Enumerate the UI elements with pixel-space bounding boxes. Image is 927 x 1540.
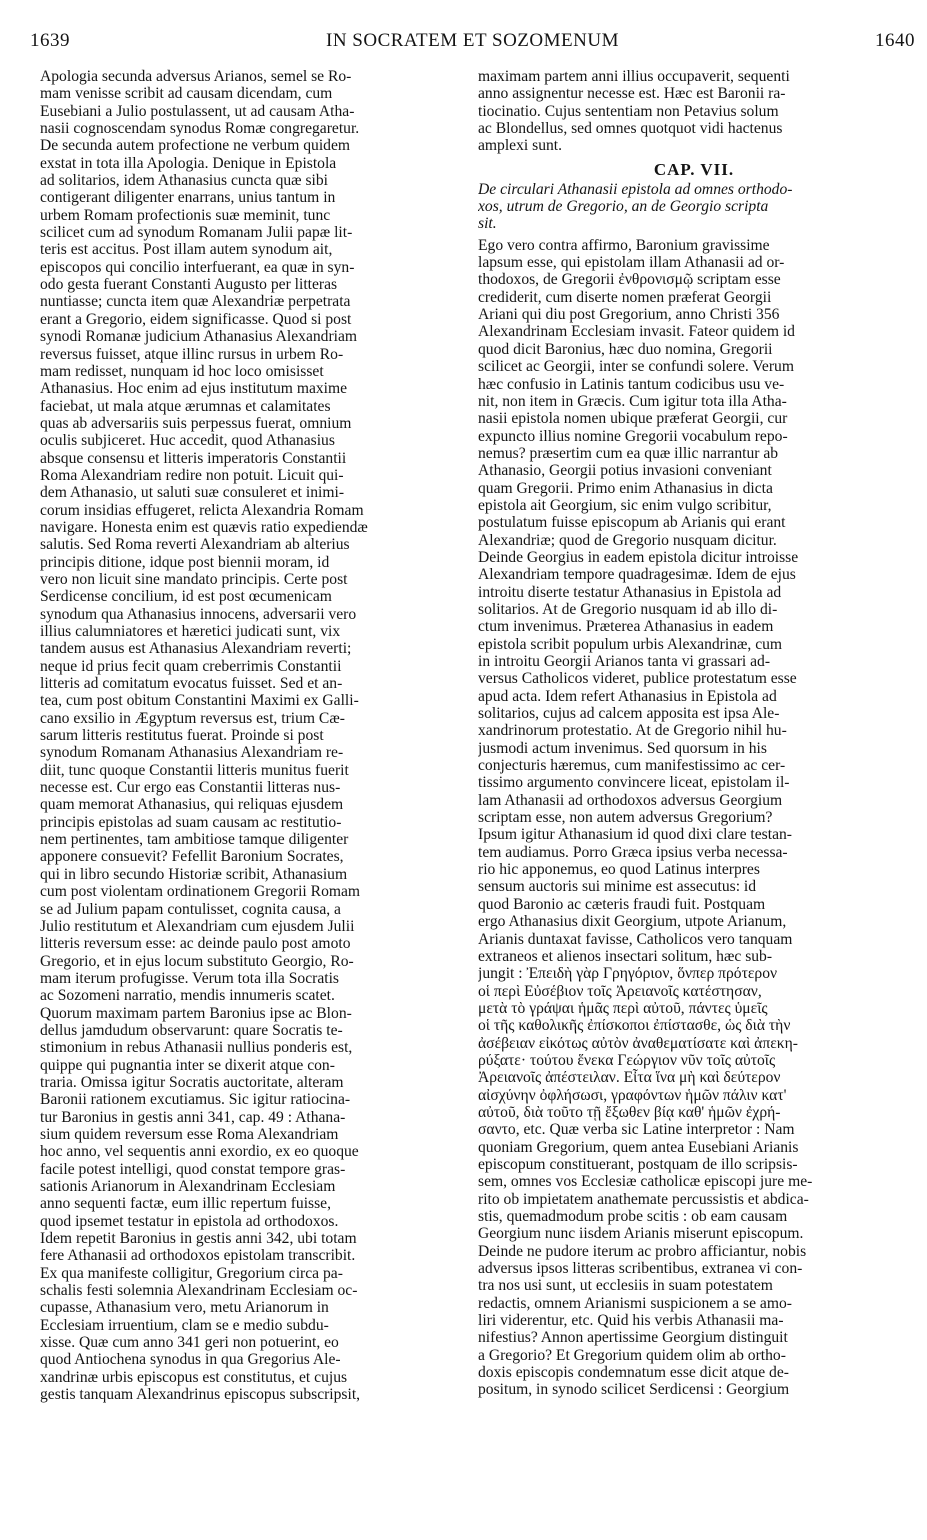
- text-line: quippe qui pugnantia inter se dixerit atque con-: [40, 1056, 335, 1074]
- right-column: [478, 68, 910, 1399]
- text-line: Baronii rationem excutiamus. Sic igitur ratiocina-: [40, 1091, 351, 1109]
- text-line: principis ditione, idque post biennii moram, id: [40, 553, 330, 571]
- text-line: Apologia secunda adversus Arianos, semel se Ro-: [40, 68, 352, 85]
- text-line: sit.: [478, 215, 497, 233]
- text-line: ac Blondellus, sed omnes quotquot vidi hactenus: [478, 120, 783, 138]
- text-line: sationis Arianorum in Alexandrinam Ecclesiam: [40, 1178, 336, 1195]
- chapter-heading: CAP. VII.: [653, 159, 735, 179]
- text-line: nifestius? Annon apertissime Georgium distinguit: [478, 1329, 788, 1347]
- text-line: maximam partem anni illius occupaverit, sequenti: [478, 68, 790, 85]
- text-line: μετὰ τὸ γράψαι ἡμᾶς περὶ αὐτοῦ, πάντες ὑμεῖς: [478, 999, 768, 1017]
- text-line: expuncto illius nomine Gregorii vocabulum repo-: [478, 427, 788, 445]
- text-line: quoniam Gregorium, quem antea Eusebiani Arianis: [478, 1138, 799, 1156]
- text-line: tra nos usi sunt, ut ecclesiis in suam potestatem: [478, 1277, 773, 1295]
- text-line: scriptam esse, non autem adversus Gregorium?: [478, 809, 773, 827]
- text-line: neque id prius fecit quam creberrimis Constantii: [40, 657, 342, 675]
- text-line: urbem Romam profectionis suæ meminit, tunc: [40, 206, 331, 224]
- text-line: quod Antiochena synodus in qua Gregorius Ale-: [40, 1351, 341, 1369]
- text-line: vero non licuit sine mandato principis. Certe post: [40, 570, 348, 588]
- text-line: cupasse, Athanasium vero, metu Arianorum in: [40, 1299, 329, 1317]
- text-line: mam iterum profugisse. Verum tota illa Socratis: [40, 969, 339, 987]
- text-line: fere Athanasii ad orthodoxos epistolam transcribit.: [40, 1247, 356, 1265]
- text-line: οἱ περὶ Εὐσέβιον τοῖς Ἀρειανοῖς κατέστησαν,: [478, 982, 762, 1000]
- text-line: stis, quemadmodum probe scitis : ob eam causam: [478, 1208, 788, 1225]
- text-line: sium quidem reversum esse Roma Alexandriam: [40, 1125, 339, 1143]
- text-line: Idem repetit Baronius in gestis anni 342, ubi totam: [40, 1230, 357, 1248]
- text-line: episcopum constituerant, postquam de illo scripsis-: [478, 1155, 798, 1173]
- text-line: quod dicit Baronius, hæc duo nomina, Gregorii: [478, 340, 773, 358]
- right-intro-paragraph: [478, 68, 910, 155]
- text-line: reversus fuisset, atque illinc rursus in urbem Ro-: [40, 345, 344, 363]
- text-line: teris est accitus. Post illam autem synodum ait,: [40, 241, 333, 259]
- text-line: postulatum fuisse episcopum ab Arianis qui erant: [478, 514, 786, 532]
- text-line: tandem ausus est Athanasius Alexandriam reverti;: [40, 640, 352, 658]
- text-line: quod Baronio ac cæteris fraudi fuit. Postquam: [478, 895, 766, 913]
- text-line: Julio restitutum et Alexandriam cum ejusdem Julii: [40, 917, 355, 935]
- text-line: nuntiasse; cuncta item quæ Alexandriæ perpetrata: [40, 293, 351, 311]
- text-line: mam venisse scribit ad causam dicendam, cum: [40, 85, 333, 103]
- text-line: nem pertinentes, tam ambitiose tamque diligenter: [40, 831, 349, 849]
- text-line: schalis festi solemnia Alexandrinam Ecclesiam oc-: [40, 1282, 358, 1300]
- text-line: synodi Romanæ judicium Athanasius Alexandriam: [40, 328, 358, 346]
- text-line: ad solitarios, idem Athanasius cuncta quæ sibi: [40, 172, 329, 190]
- text-line: sem, omnes vos Ecclesiæ catholicæ episcopi jure me-: [478, 1173, 813, 1191]
- text-line: nasii cognoscendam synodus Romæ congregaretur.: [40, 120, 360, 138]
- text-line: tiocinatio. Cujus sententiam non Petavius solum: [478, 102, 779, 120]
- text-line: Ipsum igitur Athanasium id quod dixi clare testan-: [478, 826, 792, 844]
- text-line: nemus? præsertim cum ea quæ illic narrantur ab: [478, 444, 779, 462]
- text-line: a Gregorio? Et Gregorium quidem olim ab ortho-: [478, 1346, 786, 1364]
- text-line: thodoxos, de Gregorii ἐνθρονισμῷ scriptam esse: [478, 271, 781, 289]
- text-line: apponere consuevit? Fefellit Baronium Socrates,: [40, 848, 344, 866]
- text-line: rio hic apponemus, eo quod Latinus interpres: [478, 861, 760, 879]
- text-line: quas ab adversariis suis perpessus fuerat, omnium: [40, 414, 352, 432]
- text-line: Alexandriæ; quod de Gregorio nusquam dicitur.: [478, 531, 777, 549]
- text-line: tissimo argumento convincere liceat, epistolam il-: [478, 774, 790, 792]
- text-line: Eusebiani a Julio postulassent, ut ad causam Atha-: [40, 102, 355, 120]
- text-line: quam Gregorii. Primo enim Athanasius in dicta: [478, 479, 773, 497]
- text-line: Georgium nunc iisdem Arianis miserunt episcopum.: [478, 1225, 804, 1243]
- text-line: odo gesta fuerant Constanti Augusto per litteras: [40, 276, 338, 294]
- text-line: sensum auctoris sui minime est assecutus: id: [478, 878, 757, 896]
- text-line: tem audiamus. Porro Græca ipsius verba necessa-: [478, 843, 788, 861]
- page-number-left: 1639: [30, 30, 70, 51]
- text-line: quod ipsemet testatur in epistola ad orthodoxos.: [40, 1212, 339, 1230]
- text-line: mam redisset, nunquam id hoc loco omisisset: [40, 362, 324, 380]
- text-line: diit, tunc quoque Constantii litteris munitus fuerit: [40, 761, 349, 779]
- text-line: tur Baronius in gestis anni 341, cap. 49 : Athana-: [40, 1108, 346, 1126]
- text-line: οἱ τῆς καθολικῆς ἐπίσκοποι ἐπίστασθε, ὡς διὰ τὴν: [478, 1017, 791, 1035]
- text-line: synodum qua Athanasius innocens, adversarii vero: [40, 605, 357, 623]
- text-line: Ἀρειανοῖς ἀπέστειλαν. Εἶτα ἵνα μὴ καὶ δεύτερον: [478, 1069, 781, 1087]
- text-line: liri viderentur, etc. Quid his verbis Athanasii ma-: [478, 1312, 784, 1330]
- text-line: αἰσχύνην ὀφλήσωσι, γραφόντων ἡμῶν πάλιν κατ': [478, 1086, 787, 1104]
- text-line: erant a Gregorio, eidem significasse. Quod si post: [40, 310, 352, 328]
- text-line: jusmodi actum invenimus. Sed quorsum in his: [478, 739, 767, 757]
- text-line: sarum litteris restitutus fuerat. Proinde si post: [40, 727, 324, 745]
- text-line: episcopos qui concilio interfuerant, ea quæ in syn-: [40, 258, 355, 276]
- text-line: navigare. Honesta enim est quævis ratio expediendæ: [40, 518, 368, 536]
- text-line: cum post violentam ordinationem Gregorii Romam: [40, 883, 361, 901]
- text-line: xandrinæ urbis episcopus est constitutus, et cujus: [40, 1368, 348, 1386]
- text-line: hoc anno, vel sequentis anni exordio, ex eo quoque: [40, 1143, 359, 1161]
- text-line: Athanasio, Georgii potius invasioni conveniant: [478, 462, 772, 480]
- text-line: principis epistolas ad suam causam ac restitutio-: [40, 813, 342, 831]
- chapter-subtitle: [478, 181, 910, 233]
- text-line: synodum Romanam Athanasius Alexandriam re-: [40, 744, 344, 762]
- text-line: solitarios, cujus ad calcem apposita est ipsa Ale-: [478, 705, 780, 723]
- text-line: oculis subjiceret. Huc accedit, quod Athanasius: [40, 432, 335, 450]
- text-line: epistola ait Georgium, sic enim vulgo scribitur,: [478, 496, 772, 514]
- text-line: Ariani qui diu post Gregorium, anno Christi 356: [478, 306, 780, 324]
- text-line: Athanasius. Hoc enim ad ejus institutum maxime: [40, 380, 348, 398]
- text-line: extraneos et alienos insectari solitum, hæc sub-: [478, 947, 773, 965]
- text-line: qui in libro secundo Historiæ scribit, Athanasium: [40, 865, 348, 883]
- page-header: [30, 30, 915, 56]
- text-line: absque consensu et litteris imperatoris Constantii: [40, 449, 347, 467]
- text-line: cano exsilio in Ægyptum reversus est, trium Cæ-: [40, 709, 345, 727]
- text-line: Roma Alexandriam redire non potuit. Licuit qui-: [40, 466, 344, 484]
- text-line: Ex qua manifeste colligitur, Gregorium circa pa-: [40, 1264, 343, 1282]
- text-line: exstat in tota illa Apologia. Denique in Epistola: [40, 154, 337, 172]
- text-line: De circulari Athanasii epistola ad omnes orthodo-: [478, 180, 793, 198]
- text-line: anno assignentur necesse est. Hæc est Baronii ra-: [478, 85, 786, 103]
- text-line: Arianis duntaxat favisse, Catholicos vero tanquam: [478, 930, 793, 948]
- text-line: Serdicense concilium, id est post œcumenicam: [40, 588, 332, 606]
- text-line: ergo Athanasius dixit Georgium, utpote Arianum,: [478, 913, 787, 931]
- text-line: ἀσέβειαν εἰκότως αὐτὸν ἀναθεματίσατε καὶ ἀπεκη-: [478, 1034, 798, 1052]
- text-line: Ecclesiam irruentium, clam se e medio subdu-: [40, 1316, 329, 1334]
- text-line: illius calumniatores et hæretici judicati sunt, vix: [40, 623, 341, 640]
- text-line: ctum invenimus. Præterea Athanasius in eadem: [478, 618, 774, 636]
- text-line: conjecturis hæremus, cum manifestissimo ac cer-: [478, 757, 786, 775]
- text-line: Alexandrinam Ecclesiam invasit. Fateor quidem id: [478, 323, 795, 341]
- text-line: corum insidias effugeret, relicta Alexandria Romam: [40, 501, 364, 519]
- text-line: redactis, omnem Arianismi suspicionem a se amo-: [478, 1294, 792, 1312]
- text-line: Alexandriam tempore quadragesimæ. Idem de ejus: [478, 566, 796, 584]
- text-line: contigerant diligenter enarrans, unius tantum in: [40, 189, 336, 207]
- text-line: xandrinorum protestatio. At de Gregorio nihil hu-: [478, 722, 787, 740]
- text-line: tea, cum post obitum Constantini Maximi ex Galli-: [40, 692, 359, 710]
- text-line: Quorum maximam partem Baronius ipse ac Blon-: [40, 1004, 352, 1022]
- text-line: σαντο, etc. Quæ verba sic Latine interpretor : Nam: [478, 1121, 795, 1139]
- text-line: gestis tanquam Alexandrinus episcopus subscripsit,: [40, 1386, 361, 1404]
- text-line: lam Athanasii ad orthodoxos adversus Georgium: [478, 791, 783, 809]
- text-line: dem Athanasio, ut saluti suæ consuleret et inimi-: [40, 484, 345, 502]
- right-body-text: [478, 237, 910, 1399]
- text-line: traria. Omissa igitur Socratis auctoritate, alteram: [40, 1073, 344, 1091]
- text-line: jungit : Ἐπειδὴ γὰρ Γρηγόριον, ὅνπερ πρότερον: [478, 965, 778, 983]
- text-line: litteris ad comitatum evocatus fuisset. Sed et an-: [40, 675, 343, 693]
- text-line: necesse est. Cur ergo eas Constantii litteras nus-: [40, 779, 341, 797]
- text-line: αὐτοῦ, διὰ τοῦτο τῇ ἔξωθεν βίᾳ καθ' ἡμῶν ἐχρή-: [478, 1103, 781, 1121]
- text-line: litteris reversum esse: ac deinde paulo post amoto: [40, 935, 351, 953]
- text-line: stimonium in rebus Athanasii nullius ponderis est,: [40, 1039, 353, 1057]
- text-line: Deinde Georgius in eadem epistola dicitur introisse: [478, 548, 799, 566]
- text-line: doxis episcopis condemnatum esse dicit atque de-: [478, 1364, 789, 1382]
- text-line: apud acta. Idem refert Athanasius in Epistola ad: [478, 687, 777, 705]
- text-line: scilicet cum ad synodum Romanam Julii papæ lit-: [40, 224, 353, 242]
- text-line: faciebat, ut mala atque ærumnas et calamitates: [40, 397, 331, 415]
- text-line: scilicet ac Georgii, inter se confundi solere. Verum: [478, 358, 794, 376]
- text-line: quam memorat Athanasius, qui reliquas ejusdem: [40, 796, 344, 814]
- text-line: in introitu Georgii Arianos tanta vi grassari ad-: [478, 653, 771, 670]
- text-line: amplexi sunt.: [478, 137, 563, 155]
- text-line: versus Catholicos videret, publice protestatum esse: [478, 670, 797, 688]
- text-line: Gregorio, et in ejus locum substituto Georgio, Ro-: [40, 952, 354, 970]
- text-line: positum, in synodo scilicet Serdicensi : Georgium: [478, 1381, 790, 1399]
- text-line: xos, utrum de Gregorio, an de Georgio scripta: [478, 198, 769, 216]
- text-line: crediderit, cum diserte nomen præferat Georgii: [478, 288, 772, 306]
- text-line: solitarios. At de Gregorio nusquam id ab illo di-: [478, 600, 778, 618]
- text-line: ac Sozomeni narratio, mendis innumeris scatet.: [40, 987, 335, 1005]
- text-line: Deinde ne pudore iterum ac probro afficiantur, nobis: [478, 1242, 807, 1260]
- text-line: anno sequenti factæ, eum illic repertum fuisse,: [40, 1195, 331, 1213]
- text-line: nit, non item in Græcis. Cum igitur tota illa Atha-: [478, 392, 787, 410]
- text-line: lapsum esse, qui epistolam illam Athanasii ad or-: [478, 254, 785, 272]
- text-line: salutis. Sed Roma reverti Alexandriam ab alterius: [40, 536, 350, 554]
- text-line: Ego vero contra affirmo, Baronium gravissime: [478, 236, 770, 254]
- text-line: adversus ipsos litteras scribentibus, extranea vi con-: [478, 1260, 803, 1278]
- text-line: ρύξατε· τούτου ἕνεκα Γεώργιον νῦν τοῖς αὐτοῖς: [478, 1051, 776, 1069]
- text-line: dellus jamdudum observarunt: quare Socratis te-: [40, 1021, 343, 1039]
- text-line: se ad Julium papam contulisset, cognita causa, a: [40, 900, 341, 918]
- text-line: hæc confusio in Latinis tantum codicibus usu ve-: [478, 375, 785, 393]
- text-line: rito ob impietatem anathemate percussistis et abdica-: [478, 1190, 809, 1208]
- text-line: nasii epistola nomen ubique præferat Georgii, cur: [478, 410, 788, 428]
- left-column: [40, 68, 458, 1403]
- running-title: IN SOCRATEM ET SOZOMENUM: [326, 30, 619, 51]
- text-line: De secunda autem profectione ne verbum quidem: [40, 137, 351, 155]
- text-line: epistola scribit populum urbis Alexandrinæ, cum: [478, 635, 783, 653]
- text-line: facile potest intelligi, quod constat tempore gras-: [40, 1160, 346, 1178]
- page-number-right: 1640: [875, 30, 915, 51]
- text-line: introitu diserte testatur Athanasius in Epistola ad: [478, 583, 782, 601]
- text-line: xisse. Quæ cum anno 341 geri non potuerint, eo: [40, 1334, 339, 1352]
